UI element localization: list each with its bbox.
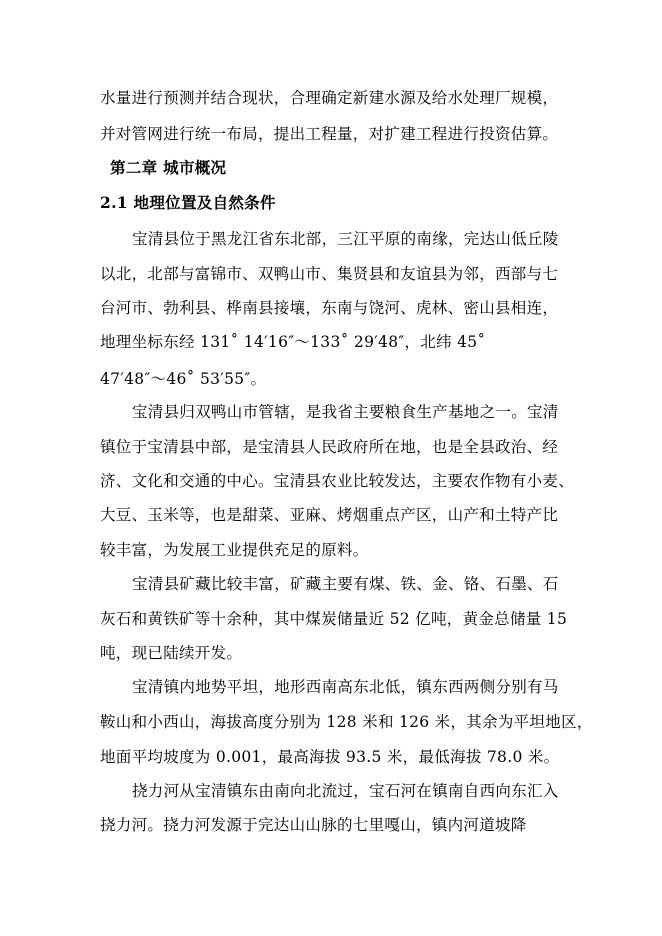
paragraph-line: 宝清县位于黑龙江省东北部，三江平原的南缘，完达山低丘陵 [132, 230, 559, 248]
section-title: 2.1 地理位置及自然条件 [100, 193, 276, 212]
paragraph-line: 大豆、玉米等，也是甜菜、亚麻、烤烟重点产区，山产和土特产比 [100, 506, 559, 524]
paragraph-line: 较丰富，为发展工业提供充足的原料。 [100, 541, 369, 559]
intro-line: 水量进行预测并结合现状，合理确定新建水源及给水处理厂规模， [100, 89, 559, 107]
paragraph-line: 地面平均坡度为 0.001，最高海拔 93.5 米，最低海拔 78.0 米。 [100, 748, 560, 766]
paragraph-line: 挠力河从宝清镇东由南向北流过，宝石河在镇南自西向东汇入 [132, 782, 559, 800]
paragraph-line: 台河市、勃利县、桦南县接壤，东南与饶河、虎林、密山县相连， [100, 299, 559, 317]
paragraph-line: 吨，现已陆续开发。 [100, 644, 243, 662]
paragraph-line: 以北，北部与富锦市、双鸭山市、集贤县和友谊县为邻，西部与七 [100, 265, 559, 283]
paragraph-line: 镇位于宝清县中部，是宝清县人民政府所在地，也是全县政治、经 [100, 438, 559, 456]
paragraph-line: 挠力河。挠力河发源于完达山山脉的七里嘎山，镇内河道坡降 [100, 816, 527, 834]
paragraph-line: 地理坐标东经 131˚ 14′16″～133˚ 29′48″，北纬 45˚ [100, 333, 486, 351]
intro-line: 并对管网进行统一布局，提出工程量，对扩建工程进行投资估算。 [100, 125, 559, 143]
chapter-title: 第二章 城市概况 [110, 158, 227, 177]
paragraph-line: 47′48″～46˚ 53′55″。 [100, 370, 267, 388]
paragraph-line: 宝清镇内地势平坦，地形西南高东北低，镇东西两侧分别有马 [132, 678, 559, 696]
paragraph-line: 济、文化和交通的中心。宝清县农业比较发达，主要农作物有小麦、 [100, 472, 575, 490]
paragraph-line: 灰石和黄铁矿等十余种，其中煤炭储量近 52 亿吨，黄金总储量 15 [100, 610, 568, 628]
paragraph-line: 鞍山和小西山，海拔高度分别为 128 米和 126 米，其余为平坦地区， [100, 713, 593, 731]
paragraph-line: 宝清县归双鸭山市管辖，是我省主要粮食生产基地之一。宝清 [132, 403, 559, 421]
paragraph-line: 宝清县矿藏比较丰富，矿藏主要有煤、铁、金、铬、石墨、石 [132, 575, 559, 593]
